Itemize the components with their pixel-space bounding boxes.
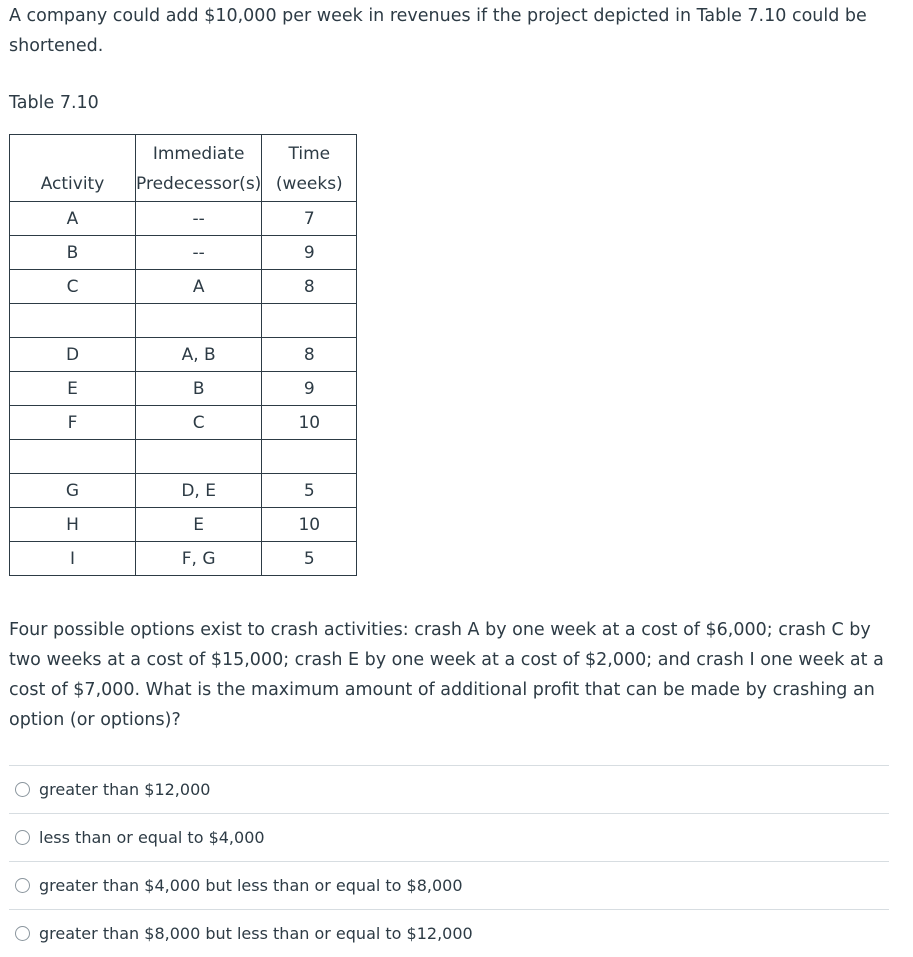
activity-cell (10, 304, 136, 338)
time-cell: 9 (262, 372, 357, 406)
header-predecessors-line2: Predecessor(s) (136, 174, 262, 194)
header-time (262, 135, 357, 202)
predecessors-cell: -- (136, 202, 262, 236)
predecessors-cell (136, 440, 262, 474)
time-cell: 10 (262, 508, 357, 542)
table-row (10, 508, 357, 542)
table-row (10, 236, 357, 270)
activity-cell: C (10, 270, 136, 304)
header-activity-label: Activity (40, 174, 105, 194)
activity-cell: E (10, 372, 136, 406)
time-cell: 7 (262, 202, 357, 236)
answer-label: less than or equal to $4,000 (39, 828, 265, 847)
predecessors-cell: C (136, 406, 262, 440)
time-cell: 5 (262, 474, 357, 508)
predecessors-cell (136, 304, 262, 338)
time-cell (262, 304, 357, 338)
question-text: Four possible options exist to crash activities: crash A by one week at a cost of $6,000; crash C by two weeks at a cost of $15,000; crash E by one week at a cost of $2,000; and crash I one week at a cost of $7,000. What is the maximum amount of additional profit that can be made by crashing an option (or options)? (9, 620, 884, 730)
table-row (10, 202, 357, 236)
radio-button[interactable] (15, 830, 30, 845)
radio-button[interactable] (15, 926, 30, 941)
time-cell: 5 (262, 542, 357, 576)
table-row (10, 338, 357, 372)
time-cell: 8 (262, 270, 357, 304)
predecessors-cell: B (136, 372, 262, 406)
time-cell: 10 (262, 406, 357, 440)
table-row-empty (10, 440, 357, 474)
answer-label: greater than $12,000 (39, 780, 211, 799)
answer-option-2[interactable] (9, 813, 889, 861)
answer-label: greater than $4,000 but less than or equal to $8,000 (39, 876, 463, 895)
predecessors-cell: -- (136, 236, 262, 270)
activity-cell: D (10, 338, 136, 372)
table-row (10, 474, 357, 508)
answer-options (9, 765, 889, 957)
intro-text: A company could add $10,000 per week in revenues if the project depicted in Table 7.10 could be shortened. (9, 6, 867, 56)
activity-cell: A (10, 202, 136, 236)
activity-table (9, 134, 357, 576)
time-cell (262, 440, 357, 474)
activity-cell: I (10, 542, 136, 576)
header-time-line2: (weeks) (275, 174, 343, 194)
radio-button[interactable] (15, 878, 30, 893)
predecessors-cell: D, E (136, 474, 262, 508)
table-row (10, 372, 357, 406)
table-row (10, 542, 357, 576)
predecessors-cell: A, B (136, 338, 262, 372)
table-header-row (10, 135, 357, 202)
time-cell: 8 (262, 338, 357, 372)
activity-cell: H (10, 508, 136, 542)
header-time-line1: Time (288, 144, 331, 164)
header-predecessors-line1: Immediate (152, 144, 245, 164)
answer-option-4[interactable] (9, 909, 889, 957)
table-row (10, 406, 357, 440)
answer-option-3[interactable] (9, 861, 889, 909)
predecessors-cell: F, G (136, 542, 262, 576)
activity-cell: B (10, 236, 136, 270)
answer-label: greater than $8,000 but less than or equal to $12,000 (39, 924, 473, 943)
header-activity (10, 135, 136, 202)
table-row (10, 270, 357, 304)
activity-cell (10, 440, 136, 474)
predecessors-cell: A (136, 270, 262, 304)
answer-option-1[interactable] (9, 765, 889, 813)
table-caption: Table 7.10 (9, 93, 99, 113)
predecessors-cell: E (136, 508, 262, 542)
time-cell: 9 (262, 236, 357, 270)
activity-cell: G (10, 474, 136, 508)
table-row-empty (10, 304, 357, 338)
radio-button[interactable] (15, 782, 30, 797)
activity-cell: F (10, 406, 136, 440)
header-predecessors (136, 135, 262, 202)
